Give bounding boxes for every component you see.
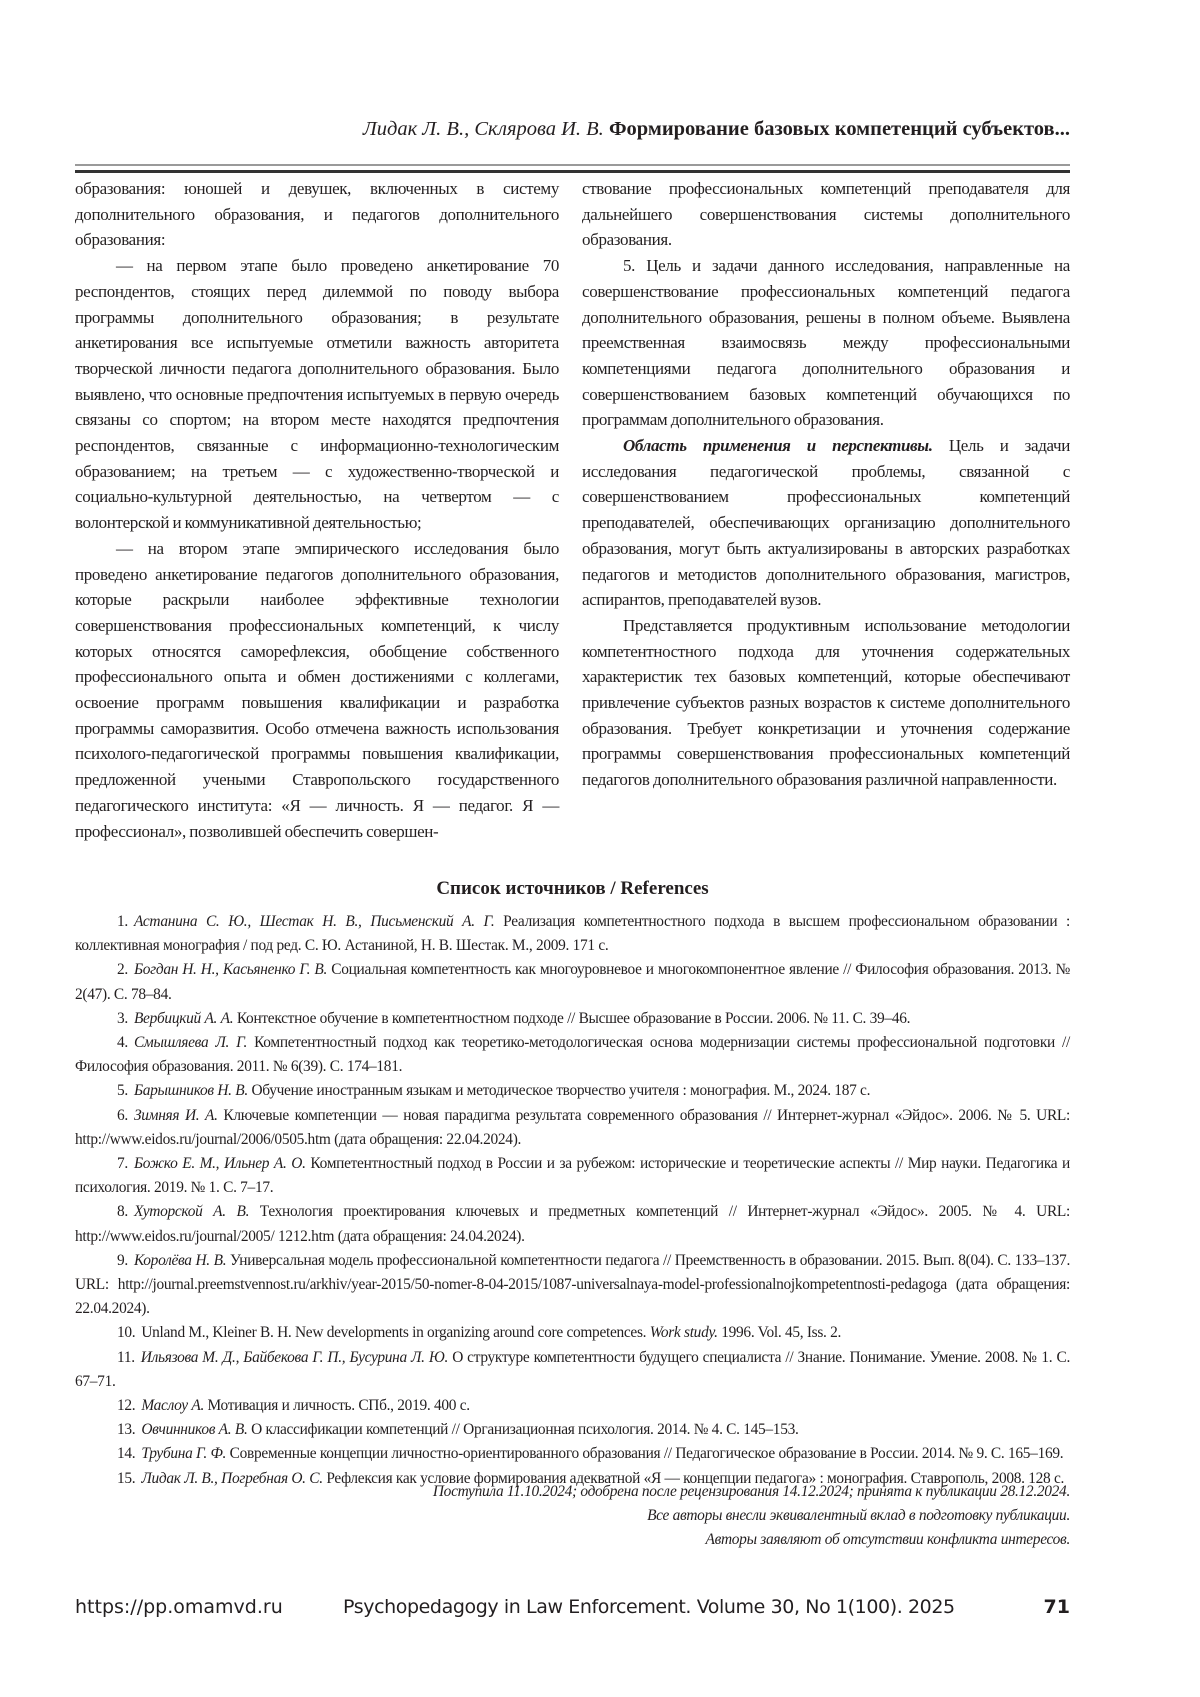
paragraph: 5. Цель и задачи данного исследования, направленные на совершенствование профессиональных компетенций педагога дополнительного образования, решены в полном объеме. Выявлена преемственная взаимосвязь между профессиональными компетенциями педагога дополнительного образования и совершенствованием базовых компетенций обучающихся по программам дополнительного образования. — [582, 253, 1070, 433]
note-contribution: Все авторы внесли эквивалентный вклад в подготовку публикации. — [75, 1504, 1070, 1528]
reference-authors: Божко Е. М., Ильнер А. О. — [134, 1155, 306, 1172]
reference-text: Рефлексия как условие формирования адекватной «Я — концепции педагога» : монография. Ставрополь, 2008. 128 с. — [323, 1470, 1064, 1487]
publication-notes — [75, 1480, 1070, 1553]
reference-number: 6. — [117, 1107, 128, 1124]
reference-item — [75, 1418, 1070, 1442]
scope-text: Цель и задачи исследования педагогической проблемы, связанной с совершенствованием профессиональных компетенций преподавателей, обеспечивающих организацию дополнительного образования, могут быть актуализированы в авторских разработках педагогов и методистов дополнительного образования, магистров, аспирантов, преподавателей вузов. — [582, 436, 1070, 609]
reference-text: Ключевые компетенции — новая парадигма результата современного образования // Интернет-журнал «Эйдос». 2006. № 5. URL: http://www.eidos.ru/journal/2006/0505.htm (дата обращения: 22.04.2024). — [75, 1107, 1070, 1148]
reference-item — [75, 1031, 1070, 1079]
reference-item — [75, 1104, 1070, 1152]
reference-item — [75, 1394, 1070, 1418]
reference-number: 9. — [117, 1252, 128, 1269]
reference-text: Реализация компетентностного подхода в высшем профессиональном образовании : коллективная монография / под ред. С. Ю. Астаниной, Н. В. Шестак. М., 2009. 171 с. — [75, 913, 1070, 954]
reference-authors: Маслоу А. — [141, 1397, 204, 1414]
reference-authors: Лидак Л. В., Погребная О. С. — [141, 1470, 322, 1487]
reference-authors: Астанина С. Ю., Шестак Н. В., Письменский А. Г. — [134, 913, 494, 930]
reference-number: 5. — [117, 1082, 128, 1099]
reference-authors: Трубина Г. Ф. — [141, 1445, 226, 1462]
reference-number: 3. — [117, 1010, 128, 1027]
reference-text: Unland M., Kleiner B. H. New developments in organizing around core competences. — [141, 1324, 649, 1341]
reference-number: 15. — [117, 1470, 135, 1487]
reference-text: Контекстное обучение в компетентностном подходе // Высшее образование в России. 2006. № 11. С. 39–46. — [233, 1010, 910, 1027]
header-authors: Лидак Л. В., Склярова И. В. — [363, 118, 604, 140]
paragraph-scope — [582, 433, 1070, 613]
reference-text: Современные концепции личностно-ориентированного образования // Педагогическое образование в России. 2014. № 9. С. 165–169. — [226, 1445, 1063, 1462]
reference-item — [75, 1152, 1070, 1200]
journal-name: Psychopedagogy in Law Enforcement. Volume 30, No 1(100). 2025 — [343, 1596, 955, 1618]
reference-text: О структуре компетентности будущего специалиста // Знание. Понимание. Умение. 2008. № 1. С. 67–71. — [75, 1349, 1070, 1390]
reference-text: О классификации компетенций // Организационная психология. 2014. № 4. С. 145–153. — [248, 1421, 799, 1438]
reference-authors: Богдан Н. Н., Касьяненко Г. В. — [134, 961, 327, 978]
reference-text: Социальная компетентность как многоуровневое и многокомпонентное явление // Философия образования. 2013. № 2(47). С. 78–84. — [75, 961, 1070, 1002]
paragraph: ствование профессиональных компетенций преподавателя для дальнейшего совершенствования системы дополнительного образования. — [582, 176, 1070, 253]
reference-item — [75, 958, 1070, 1006]
page-number: 71 — [1044, 1596, 1070, 1618]
reference-number: 12. — [117, 1397, 135, 1414]
paragraph: — на первом этапе было проведено анкетирование 70 респондентов, стоящих перед дилеммой по поводу выбора программы дополнительного образования; в результате анкетирования все испытуемые отметили важность авторитета творческой личности педагога дополнительного образования. Было выявлено, что основные предпочтения испытуемых в первую очередь связаны со спортом; на втором месте находятся предпочтения респондентов, связанные с информационно-технологическим образованием; на третьем — с художественно-творческой и социально-культурной деятельностью, на четвертом — с волонтерской и коммуникативной деятельностью; — [75, 253, 559, 536]
reference-authors: Королёва Н. В. — [134, 1252, 226, 1269]
reference-number: 13. — [117, 1421, 135, 1438]
reference-italic: Work study. — [650, 1324, 718, 1341]
paragraph: — на втором этапе эмпирического исследования было проведено анкетирование педагогов дополнительного образования, которые раскрыли наиболее эффективные технологии совершенствования профессиональных компетенций, к числу которых относятся саморефлексия, обобщение собственного профессионального опыта и обмен достижениями с коллегами, освоение программ повышения квалификации и разработка программы саморазвития. Особо отмечена важность использования психолого-педагогической программы повышения квалификации, предложенной учеными Ставропольского государственного педагогического института: «Я — личность. Я — педагог. Я — профессионал», позволившей обеспечить совершен- — [75, 536, 559, 844]
reference-text: Мотивация и личность. СПб., 2019. 400 с. — [204, 1397, 470, 1414]
reference-number: 2. — [117, 961, 128, 978]
reference-text-after: 1996. Vol. 45, Iss. 2. — [718, 1324, 841, 1341]
reference-item — [75, 1249, 1070, 1322]
reference-authors: Хуторской А. В. — [134, 1203, 249, 1220]
paragraph: Представляется продуктивным использование методологии компетентностного подхода для уточнения содержательных характеристик тех базовых компетенций, которые обеспечивают привлечение субъектов разных возрастов к системе дополнительного образования. Требует конкретизации и уточнения содержание программы совершенствования профессиональных компетенций педагогов дополнительного образования различной направленности. — [582, 613, 1070, 793]
reference-number: 14. — [117, 1445, 135, 1462]
reference-item — [75, 1346, 1070, 1394]
running-header — [75, 118, 1070, 141]
reference-authors: Зимняя И. А. — [134, 1107, 218, 1124]
paragraph: образования: юношей и девушек, включенных в систему дополнительного образования, и педагогов дополнительного образования: — [75, 176, 559, 253]
reference-number: 1. — [117, 913, 128, 930]
reference-authors: Овчинников А. В. — [141, 1421, 247, 1438]
note-conflict: Авторы заявляют об отсутствии конфликта интересов. — [75, 1528, 1070, 1552]
journal-url-link[interactable]: https://pp.omamvd.ru — [75, 1596, 283, 1618]
header-title: Формирование базовых компетенций субъектов... — [609, 118, 1070, 140]
reference-number: 4. — [117, 1034, 128, 1051]
reference-authors: Барышников Н. В. — [134, 1082, 248, 1099]
reference-number: 10. — [117, 1324, 135, 1341]
reference-authors: Ильязова М. Д., Байбекова Г. П., Бусурина Л. Ю. — [141, 1349, 448, 1366]
reference-text: Обучение иностранным языкам и методическое творчество учителя : монография. М., 2024. 187 с. — [248, 1082, 870, 1099]
scope-heading: Область применения и перспективы. — [623, 436, 933, 455]
reference-item — [75, 1321, 1070, 1345]
reference-number: 7. — [117, 1155, 128, 1172]
reference-text: Компетентностный подход в России и за рубежом: исторические и теоретические аспекты // Мир науки. Педагогика и психология. 2019. № 1. С. 7–17. — [75, 1155, 1070, 1196]
reference-text: Технология проектирования ключевых и предметных компетенций // Интернет-журнал «Эйдос». 2005. № 4. URL: http://www.eidos.ru/journal/2005/ 1212.htm (дата обращения: 24.04.2024). — [75, 1203, 1070, 1244]
references-heading: Список источников / References — [75, 878, 1070, 900]
reference-item — [75, 1079, 1070, 1103]
right-column — [582, 176, 1070, 793]
reference-item — [75, 910, 1070, 958]
note-dates: Поступила 11.10.2024; одобрена после рецензирования 14.12.2024; принята к публикации 28.12.2024. — [75, 1480, 1070, 1504]
reference-text: Универсальная модель профессиональной компетентности педагога // Преемственность в образовании. 2015. Вып. 8(04). С. 133–137. URL: http://journal.preemstvennost.ru/arkhiv/year-2015/50-nomer-8-04-2015/1087-universalnaya-model-professionalnojkompetentnosti-pedagoga (дата обращения: 22.04.2024). — [75, 1252, 1070, 1317]
left-column — [75, 176, 559, 844]
reference-item — [75, 1007, 1070, 1031]
header-rule — [75, 164, 1070, 173]
reference-text: Компетентностный подход как теоретико-методологическая основа модернизации системы профессиональной подготовки // Философия образования. 2011. № 6(39). С. 174–181. — [75, 1034, 1070, 1075]
reference-authors: Вербицкий А. А. — [134, 1010, 233, 1027]
reference-number: 11. — [117, 1349, 135, 1366]
reference-item — [75, 1200, 1070, 1248]
reference-number: 8. — [117, 1203, 128, 1220]
references-list — [75, 910, 1070, 1491]
reference-item — [75, 1442, 1070, 1466]
reference-authors: Смышляева Л. Г. — [134, 1034, 247, 1051]
